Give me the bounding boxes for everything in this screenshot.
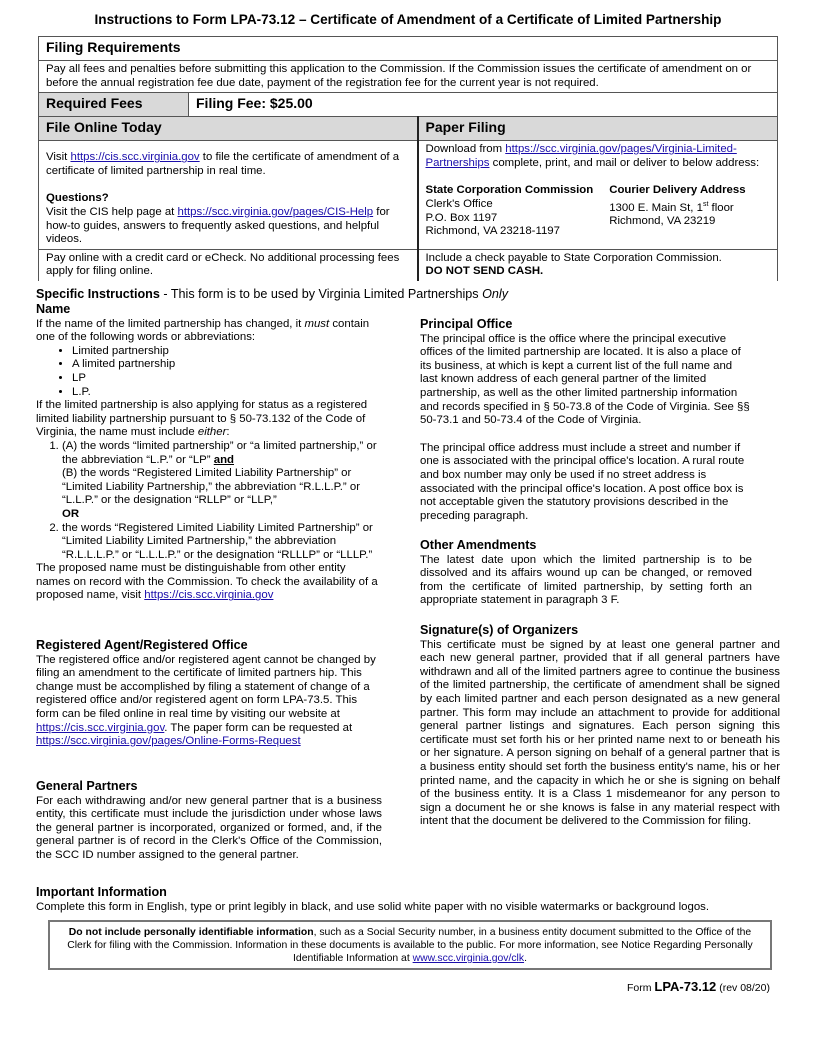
principal-office-section: Principal Office The principal office is the office where the principal executive offices of the limited partnership are located. It is also a place of its business, at which is kept a current list of the full name and last known address of each general partner of the limited partnership, as well as the other limited partnership information and records specified in § 50-73.8 of the Code of Virginia. See §§ 50-73.1 and 50-73.4 of the Code of Virginia. The principal office address must include a street and number if one is associated with the principal office's location. A rural route and box number may only be used if no street address is associated with the principal office's location. A post office box is not acceptable given the statutory provisions described in the preceding paragraph. [420, 317, 750, 522]
signature-section: Signature(s) of Organizers This certificate must be signed by at least one general partner and each new general partner, provided that if all general partners have withdrawn and all of the limited partners agree to continue the business of the limited partnership, the certificate of amendment shall be signed by each limited partner and each person designated as a new general partner. This form may include an attachment to provide for additional general partner listings and signatures. Each person signing this certificate must set forth his or her printed name next to or beneath his or her signature. A person signing on behalf of a general partner that is a business entity should set forth the business entity's name, his or her printed name, and the capacity in which he or she is signing on behalf of the business entity. It is a Class 1 misdemeanor for any person to sign a document he or she knows is false in any material respect with intent that the document be delivered to the Commission for filing. [420, 623, 780, 828]
general-partners-section: General Partners For each withdrawing and/or new general partner that is a business entity, this certificate must include the jurisdiction under whose laws the general partner is incorporated, organized or formed, and, if the general partner is of record in the Clerk's Office of the Commission, the SCC ID number assigned to the general partner. [36, 779, 382, 861]
other-amendments-section: Other Amendments The latest date upon which the limited partnership is to be dissolved and its affairs wound up can be changed, or removed from the certificate of limited partnership, by setting forth an appropriate statement in paragraph 3 F. [420, 538, 752, 607]
online-instructions: Visit https://cis.scc.virginia.gov to file the certificate of amendment of a certificate of limited partnership in real time. Questions? Visit the CIS help page at https://scc.virginia.gov/pages/CIS-Help for how-to guides, answers to frequently asked questions, and helpful videos. [39, 141, 418, 250]
mailing-address: State Corporation Commission Clerk's Office P.O. Box 1197 Richmond, VA 23218-1197 [425, 184, 594, 238]
paper-filing-header: Paper Filing [418, 117, 778, 141]
clk-link[interactable]: www.scc.virginia.gov/clk [412, 953, 525, 964]
form-number-footer: Form LPA-73.12 (rev 08/20) [626, 979, 770, 994]
pii-notice: Do not include personally identifiable information, such as a Social Security number, in a business entity document submitted to the Office of the Clerk for filing with the Commission. Information in these documents is available to the public. For more information, see Notice Regarding Personally Identifiable Information at www.scc.virginia.gov/clk. [48, 920, 772, 970]
filing-requirements-header: Filing Requirements [39, 37, 778, 61]
questions-label: Questions? [46, 192, 109, 205]
filing-fee: Filing Fee: $25.00 [189, 93, 778, 117]
vlp-link[interactable]: https://scc.virginia.gov/pages/Virginia-Limited-Partnerships [425, 143, 737, 169]
online-payment: Pay online with a credit card or eCheck. No additional processing fees apply for filing online. [39, 249, 418, 281]
filing-requirements-table [38, 36, 778, 281]
name-availability-link[interactable]: https://cis.scc.virginia.gov [144, 589, 274, 602]
page-title: Instructions to Form LPA-73.12 – Certificate of Amendment of a Certificate of Limited Partnership [94, 12, 722, 27]
specific-instructions: Specific Instructions - This form is to be used by Virginia Limited Partnerships Only [36, 287, 508, 301]
paper-instructions: Download from https://scc.virginia.gov/pages/Virginia-Limited-Partnerships complete, print, and mail or deliver to below address: State Corporation Commission Clerk's Office P.O. Box 1197 Richmond, VA 23218-1197 Courier Delivery Address 1300 E. Main St, 1st floor Richmond, VA 23219 [418, 141, 778, 250]
online-forms-link[interactable]: https://scc.virginia.gov/pages/Online-Forms-Request [36, 735, 301, 748]
file-online-header: File Online Today [39, 117, 418, 141]
filing-requirements-text: Pay all fees and penalties before submitting this application to the Commission. If the Commission issues the certificate of amendment on or before the annual registration fee due date, payment of the registration fee for the current year is not required. [39, 61, 778, 93]
important-information: Important Information Complete this form in English, type or print legibly in black, and use solid white paper with no visible watermarks or background logos. [36, 885, 710, 913]
required-fees-label: Required Fees [39, 93, 189, 117]
name-section: Name If the name of the limited partnership has changed, it must contain one of the following words or abbreviations: • Limited partnership • A limited partnership • LP • L.P. If the limited partnership is also applying for status as a registered limited liability partnership pursuant to § 50-73.132 of the Code of Virginia, the name must include either: 1. (A) the words “limited partnership” or “a limited partnership,” or the abbreviation “L.P.” or “LP” and (B) the words “Registered Limited Liability Partnership” or “Limited Liability Partnership,” the abbreviation “R.L.L.P.” or “L.L.P.” or the designation “RLLP” or “LLP,” OR 2. the words “Registered Limited Liability Limited Partnership” or “Limited Liability Limited Partnership,” the abbreviation “R.L.L.L.P.” or “L.L.L.P.” or the designation “RLLLP” or “LLLP.” The proposed name must be distinguishable from other entity names on record with the Commission. To check the availability of a proposed name, visit https://cis.scc.virginia.gov [36, 303, 382, 603]
cis-link[interactable]: https://cis.scc.virginia.gov [70, 151, 200, 164]
paper-payment: Include a check payable to State Corporation Commission. DO NOT SEND CASH. [418, 249, 778, 281]
courier-address: Courier Delivery Address 1300 E. Main St, 1st floor Richmond, VA 23219 [609, 184, 746, 228]
cis-help-link[interactable]: https://scc.virginia.gov/pages/CIS-Help [177, 205, 374, 218]
registered-agent-section: Registered Agent/Registered Office The registered office and/or registered agent cannot be changed by filing an amendment to the certificate of limited partners hip. This change must be accomplished by filing a statement of change of a registered office and/or registered agent on form LPA-73.5. This form can be filed online in real time by visiting our website at https://cis.scc.virginia.gov. The paper form can be requested at https://scc.virginia.gov/pages/Online-Forms-Request [36, 638, 376, 748]
agent-cis-link[interactable]: https://cis.scc.virginia.gov [36, 721, 165, 734]
